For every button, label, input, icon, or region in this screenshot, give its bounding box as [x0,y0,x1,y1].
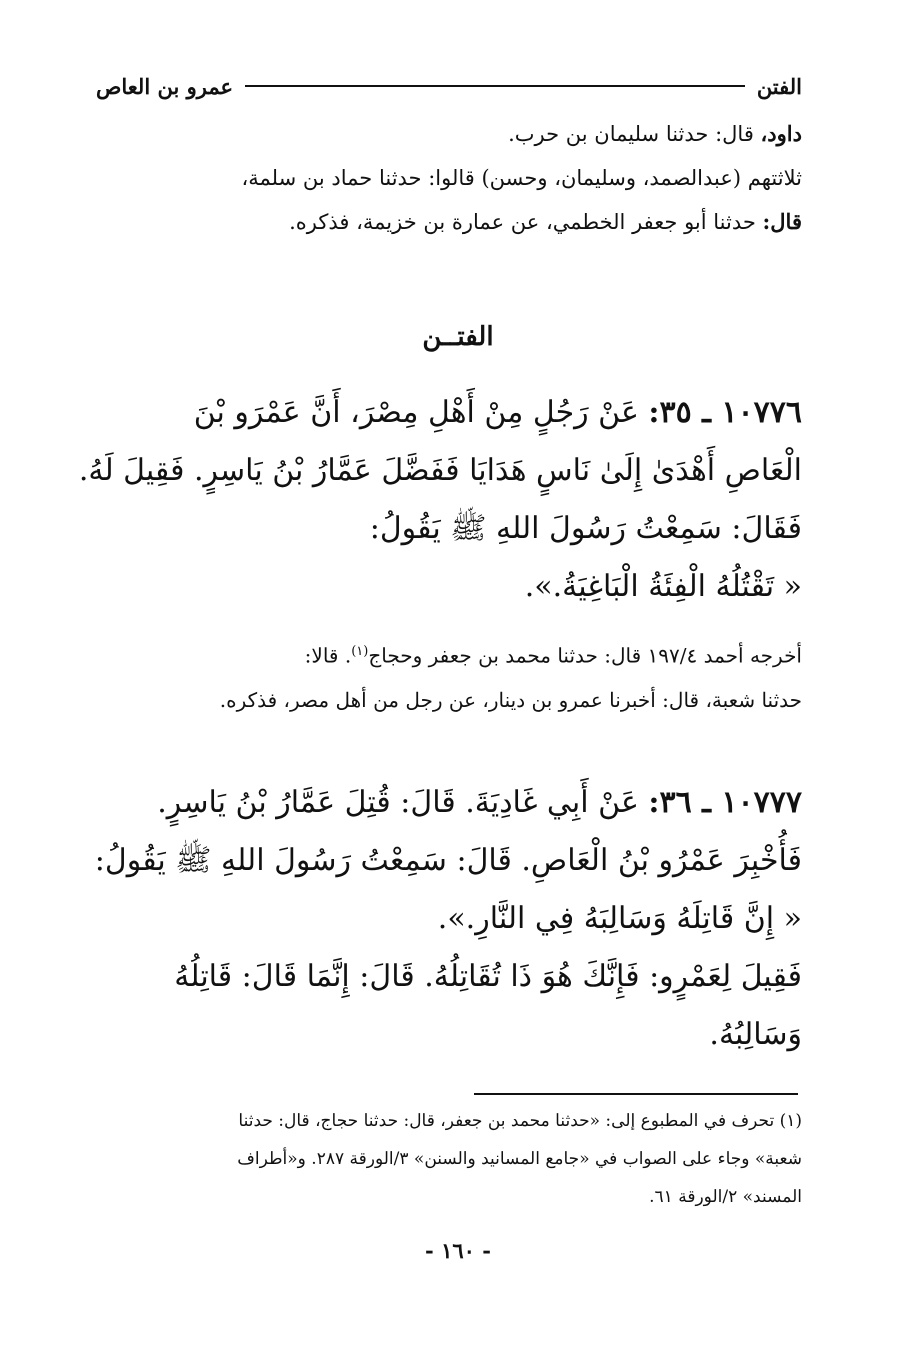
header-section: الفتن [756,73,802,99]
hadith-1-line-1 [97,384,802,442]
hadith-2-line-4: فَقِيلَ لِعَمْرٍو: فَإِنَّكَ هُوَ ذَا تُقَاتِلُهُ. قَالَ: إِنَّمَا قَالَ: قَاتِلُهُ [174,959,802,994]
hadith-2-line-2: فَأُخْبِرَ عَمْرُو بْنُ الْعَاصِ. قَالَ: سَمِعْتُ رَسُولَ اللهِ ﷺ يَقُولُ: [94,843,802,878]
intro-line-3-lead: قال: [762,209,802,234]
intro-text [102,112,802,244]
hadith-2 [94,774,802,1064]
header-subject: عمرو بن العاص [96,73,234,99]
footnote-line-2: شعبة» وجاء على الصواب في «جامع المسانيد والسنن» ٣/الورقة ٢٨٧. و«أطراف [237,1149,802,1169]
hadith-1-line-3: فَقَالَ: سَمِعْتُ رَسُولَ اللهِ ﷺ يَقُولُ: [369,511,802,546]
hadith-1 [78,384,802,616]
hadith-2-line-1-text: عَنْ أَبِي غَادِيَةَ. قَالَ: قُتِلَ عَمَّارُ بْنُ يَاسِرٍ. [157,785,649,820]
intro-line-1-rest: قال: حدثنا سليمان بن حرب. [508,122,761,146]
takhrij-1-line-1-text: أخرجه أحمد ١٩٧/٤ قال: حدثنا محمد بن جعفر وحجاج [368,643,802,668]
takhrij-1 [97,630,802,722]
footnote-line-1: (١) تحرف في المطبوع إلى: «حدثنا محمد بن جعفر، قال: حدثنا حجاج، قال: حدثنا [238,1111,802,1131]
footnote [97,1102,802,1216]
hadith-1-line-4: « تَقْتُلُهُ الْفِئَةُ الْبَاغِيَةُ.». [524,569,802,604]
footnote-rule [474,1093,798,1095]
header-rule [245,85,745,87]
hadith-2-number: ١٠٧٧٧ ـ ٣٦: [648,785,802,820]
takhrij-1-line-1 [97,630,802,678]
running-header [96,70,802,102]
section-title: الفتــن [422,322,494,352]
footnote-reference[interactable]: (١) [351,644,369,659]
hadith-1-line-1-text: عَنْ رَجُلٍ مِنْ أَهْلِ مِصْرَ، أَنَّ عَمْرَو بْنَ [193,395,649,430]
intro-line-1 [102,112,802,156]
hadith-2-line-5: وَسَالِبُهُ. [709,1017,802,1052]
intro-line-3-rest: حدثنا أبو جعفر الخطمي، عن عمارة بن خزيمة، فذكره. [289,210,763,234]
hadith-2-line-3: « إِنَّ قَاتِلَهُ وَسَالِبَهُ فِي النَّارِ.». [437,901,802,936]
takhrij-1-line-1-end: . قالا: [304,643,352,668]
footnote-line-3: المسند» ٢/الورقة ٦١. [649,1187,802,1207]
intro-line-3 [102,200,802,244]
page-number: - ١٦٠ - [425,1238,491,1263]
hadith-1-line-2: الْعَاصِ أَهْدَىٰ إِلَىٰ نَاسٍ هَدَايَا فَفَضَّلَ عَمَّارُ بْنُ يَاسِرٍ. فَقِيلَ لَهُ. [78,453,802,488]
intro-line-1-lead: داود، [760,121,802,146]
intro-line-2: ثلاثتهم (عبدالصمد، وسليمان، وحسن) قالوا: حدثنا حماد بن سلمة، [241,166,802,190]
hadith-1-number: ١٠٧٧٦ ـ ٣٥: [648,395,802,430]
hadith-2-line-1 [97,774,802,832]
takhrij-1-line-2: حدثنا شعبة، قال: أخبرنا عمرو بن دينار، عن رجل من أهل مصر، فذكره. [219,687,802,712]
